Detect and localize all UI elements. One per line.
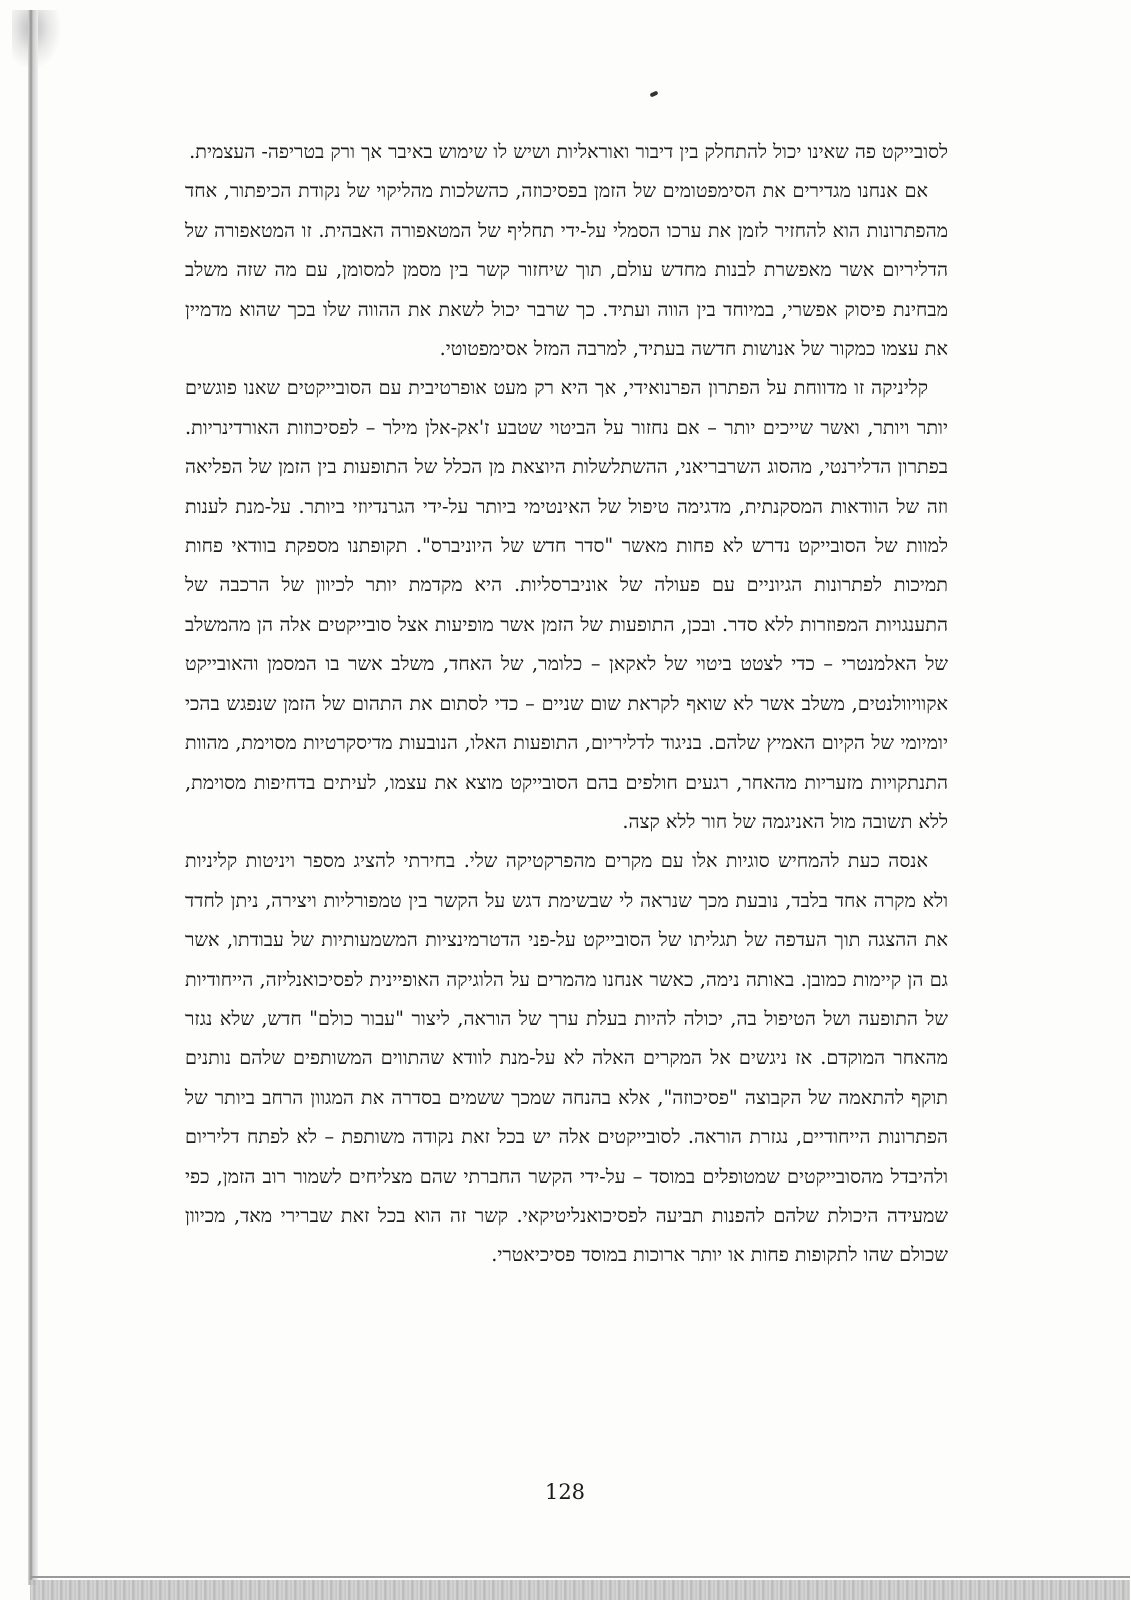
scan-speck — [650, 90, 659, 97]
body-text — [185, 132, 948, 1275]
scan-artifact-bottom-edge — [30, 1580, 1130, 1600]
paragraph-2: אם אנחנו מגדירים את הסימפטומים של הזמן בפסיכוזה, כהשלכות מהליקוי של נקודת הכיפתור, אחד מהפתרונות הוא להחזיר לזמן את ערכו הסמלי על-ידי תחליף של המטאפורה האבהית. זו המטאפורה של הדליריום אשר מאפשרת לבנות מחדש עולם, תוך שיחזור קשר בין מסמן למסומן, עם מה שזה משלב מבחינת פיסוק אפשרי, במיוחד בין הווה ועתיד. כך שרבר יכול לשאת את ההווה שלו בכך שהוא מדמיין את עצמו כמקור של אנושות חדשה בעתיד, למרבה המזל אסימפטוטי. — [185, 179, 948, 361]
paragraph-4: אנסה כעת להמחיש סוגיות אלו עם מקרים מהפרקטיקה שלי. בחירתי להציג מספר ויניטות קליניות ולא מקרה אחד בלבד, נובעת מכך שנראה לי שבשימת דגש על הקשר בין טמפורליות ויצירה, ניתן לחדד את ההצגה תוך העדפה של תגליתו של הסובייקט על-פני הדטרמינציות המשמעותיות של עבודתו, אשר גם הן קיימות כמובן. באותה נימה, כאשר אנחנו מהמרים על הלוגיקה האופיינית לפסיכואנליזה, הייחודיות של התופעה ושל הטיפול בה, יכולה להיות בעלת ערך של הוראה, ליצור "עבור כולם" חדש, שלא נגזר מהאחר המוקדם. אז ניגשים אל המקרים האלה לא על-מנת לוודא שהתווים המשותפים שלהם נותנים תוקף להתאמה של הקבוצה "פסיכוזה", אלא בהנחה שמכך ששמים בסדרה את המגוון הרחב ביותר של הפתרונות הייחודיים, נגזרת הוראה. לסובייקטים אלה יש בכל זאת נקודה משותפת – לא לפתח דליריום ולהיבדל מהסובייקטים שמטופלים במוסד – על-ידי הקשר החברתי שהם מצליחים לשמור רוב הזמן, כפי שמעידה היכולת שלהם להפנות תביעה לפסיכואנליטיקאי. קשר זה הוא בכל זאת שברירי מאד, מכיוון שכולם שהו לתקופות פחות או יותר ארוכות במוסד פסיכיאטרי. — [185, 849, 948, 1267]
scan-artifact-bottom-line — [30, 1576, 1130, 1578]
paragraph-3: קליניקה זו מדווחת על הפתרון הפרנואידי, אך היא רק מעט אופרטיבית עם הסובייקטים שאנו פוגשים יותר ויותר, ואשר שייכים יותר – אם נחזור על הביטוי שטבע ז'אק-אלן מילר – לפסיכוזות האורדינריות. בפתרון הדלירנטי, מהסוג השרבריאני, ההשתלשלות היוצאת מן הכלל של התופעות בין הזמן של הפליאה וזה של הוודאות המסקנתית, מדגימה טיפול של האינטימי ביותר על-ידי הגרנדיוזי ביותר. על-מנת לענות למוות של הסובייקט נדרש לא פחות מאשר "סדר חדש של היוניברס". תקופתנו מספקת בוודאי פחות תמיכות לפתרונות הגיוניים עם פעולה של אוניברסליות. היא מקדמת יותר לכיוון של הרכבה של התענגויות המפוזרות ללא סדר. ובכן, התופעות של הזמן אשר מופיעות אצל סובייקטים אלה הן מהמשלב של האלמנטרי – כדי לצטט ביטוי של לאקאן – כלומר, של האחד, משלב אשר בו המסמן והאובייקט אקוויוולנטים, משלב אשר לא שואף לקראת שום שניים – כדי לסתום את התהום של הזמן שנפגש בהכי יומיומי של הקיום האמיץ שלהם. בניגוד לדליריום, התופעות האלו, הנובעות מדיסקרטיות מסוימת, מהוות התנתקויות מזעריות מהאחר, רגעים חולפים בהם הסובייקט מוצא את עצמו, לעיתים בדחיפות מסוימת, ללא תשובה מול האניגמה של חור ללא קצה. — [185, 376, 948, 833]
paragraph-1: לסובייקט פה שאינו יכול להתחלק בין דיבור ואוראליות ושיש לו שימוש באיבר אך ורק בטריפה- העצמית. — [189, 140, 948, 163]
page-number: 128 — [544, 1480, 586, 1504]
scan-artifact-left-edge — [28, 10, 38, 1585]
